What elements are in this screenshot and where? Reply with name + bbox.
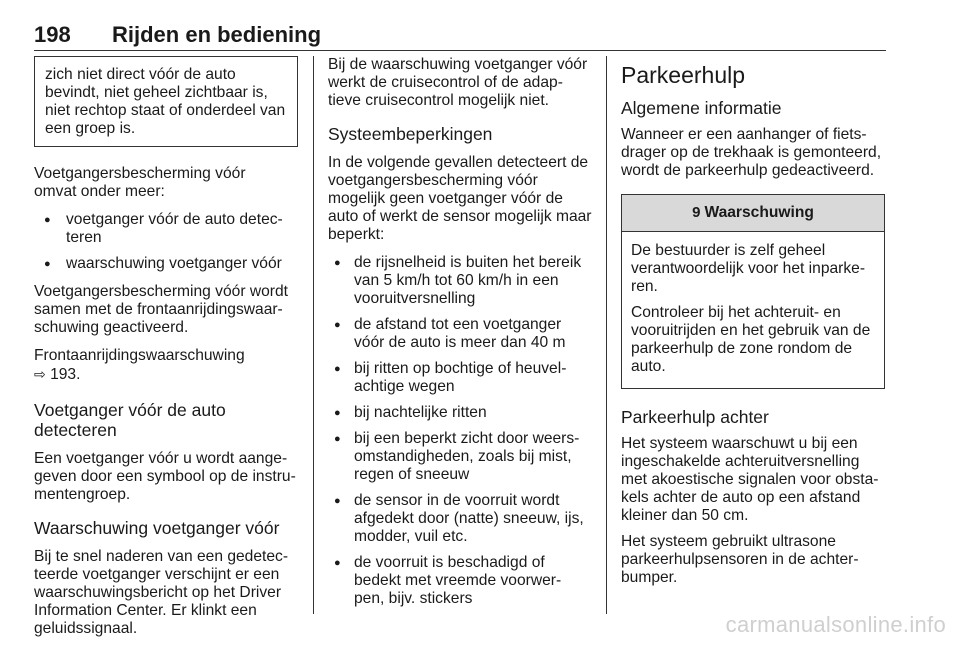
paragraph <box>631 242 876 296</box>
text-line: Wanneer er een aanhanger of fiets- <box>621 126 867 143</box>
column-2 <box>328 56 592 618</box>
text-line: ren. <box>631 278 658 295</box>
list-item <box>328 254 592 308</box>
paragraph <box>34 347 298 384</box>
text-line: voetgangersbescherming vóór <box>328 172 538 189</box>
text-line: beperkt: <box>328 226 385 243</box>
text-line: Voetgangersbescherming vóór wordt <box>34 283 288 300</box>
text-line: Een voetganger vóór u wordt aange- <box>34 450 288 467</box>
text-line: bij nachtelijke ritten <box>354 404 487 421</box>
text-line: de rijsnelheid is buiten het bereik <box>354 254 582 271</box>
text-line: Controleer bij het achteruit- en <box>631 304 841 321</box>
list-item <box>328 492 592 546</box>
text-line: omvat onder meer: <box>34 183 165 200</box>
page-reference[interactable]: 193. <box>45 366 81 383</box>
text-line: wordt de parkeerhulp gedeactiveerd. <box>621 162 875 179</box>
list-item <box>328 316 592 352</box>
text-line: zich niet direct vóór de auto <box>45 66 236 83</box>
text-line: waarschuwingsbericht op het Driver <box>34 584 282 601</box>
text-line: tieve cruisecontrol mogelijk niet. <box>328 92 550 109</box>
text-line: auto of werkt de sensor mogelijk maar <box>328 208 592 225</box>
text-line: auto. <box>631 358 666 375</box>
section-heading: Waarschuwing voetganger vóór <box>34 518 280 538</box>
text-line: parkeerhulp de zone rondom de <box>631 340 853 357</box>
bullet-list <box>328 254 592 608</box>
paragraph <box>34 283 298 337</box>
text-line: De bestuurder is zelf geheel <box>631 242 826 259</box>
list-item <box>328 404 592 422</box>
subsection-heading: Algemene informatie <box>621 98 782 118</box>
text-line: waarschuwing voetganger vóór <box>66 255 282 272</box>
text-line: pen, bijv. stickers <box>354 590 473 607</box>
warning-body <box>622 232 884 388</box>
text-line: vooruitrijden en het gebruik van de <box>631 322 871 339</box>
text-line: bij ritten op bochtige of heuvel- <box>354 360 567 377</box>
text-line: Frontaanrijdingswaarschuwing <box>34 347 245 364</box>
text-line: de afstand tot een voetganger <box>354 316 562 333</box>
text-line: schuwing geactiveerd. <box>34 319 189 336</box>
paragraph <box>328 56 592 110</box>
section-heading <box>34 400 298 440</box>
paragraph <box>621 435 885 525</box>
column-1 <box>34 56 298 648</box>
text-line: bij een beperkt zicht door weers- <box>354 430 580 447</box>
continued-note-box <box>34 56 298 147</box>
chapter-title: Rijden en bediening <box>112 22 322 47</box>
page-number: 198 <box>34 22 71 47</box>
paragraph <box>621 533 885 587</box>
text-line: omstandigheden, zoals bij mist, <box>354 448 572 465</box>
text-line: ingeschakelde achteruitversnelling <box>621 453 860 470</box>
list-item <box>328 554 592 608</box>
text-line: verantwoordelijk voor het inparke- <box>631 260 866 277</box>
column-divider <box>606 56 607 614</box>
paragraph <box>328 154 592 244</box>
text-line: de voorruit is beschadigd of <box>354 554 545 571</box>
text-line: Het systeem waarschuwt u bij een <box>621 435 858 452</box>
text-line: mogelijk geen voetganger vóór de <box>328 190 563 207</box>
text-line: achtige wegen <box>354 378 455 395</box>
text-line: werkt de cruisecontrol of de adap- <box>328 74 563 91</box>
text-line: met akoestische signalen voor obsta- <box>621 471 879 488</box>
text-line: van 5 km/h tot 60 km/h in een <box>354 272 559 289</box>
text-line: niet rechtop staat of onderdeel van <box>45 102 286 119</box>
text-line: In de volgende gevallen detecteert de <box>328 154 589 171</box>
list-item <box>34 211 298 247</box>
warning-title: Waarschuwing <box>704 204 814 221</box>
column-divider <box>313 56 314 614</box>
page-reference-arrow-icon: ⇨ <box>34 366 46 382</box>
text-line: vooruitversnelling <box>354 290 476 307</box>
text-line: vóór de auto is meer dan 40 m <box>354 334 566 351</box>
warning-triangle-icon: 9 <box>692 204 701 221</box>
list-item <box>328 360 592 396</box>
text-line: Voetganger vóór de auto <box>34 400 226 420</box>
text-line: regen of sneeuw <box>354 466 470 483</box>
page-header <box>34 22 886 51</box>
text-line: geluidssignaal. <box>34 620 138 637</box>
text-line: bevindt, niet geheel zichtbaar is, <box>45 84 268 101</box>
text-line: Bij te snel naderen van een gedetec- <box>34 548 289 565</box>
chapter-heading: Parkeerhulp <box>621 62 746 88</box>
column-3 <box>621 56 885 597</box>
text-line: voetganger vóór de auto detec- <box>66 211 283 228</box>
text-line: drager op de trekhaak is gemonteerd, <box>621 144 882 161</box>
list-item <box>34 255 298 273</box>
text-line: teren <box>66 229 102 246</box>
paragraph <box>621 126 885 180</box>
subsection-heading: Parkeerhulp achter <box>621 407 769 427</box>
bullet-list <box>34 211 298 273</box>
text-line: detecteren <box>34 420 117 440</box>
text-line: mentengroep. <box>34 486 131 503</box>
text-line: geven door een symbool op de instru- <box>34 468 296 485</box>
text-line: afgedekt door (natte) sneeuw, ijs, <box>354 510 584 527</box>
text-line: kels achter de auto op een afstand <box>621 489 861 506</box>
warning-box <box>621 194 885 389</box>
text-line: Voetgangersbescherming vóór <box>34 165 246 182</box>
paragraph <box>631 304 876 376</box>
text-line: Het systeem gebruikt ultrasone <box>621 533 836 550</box>
text-line: modder, vuil etc. <box>354 528 468 545</box>
paragraph <box>34 548 298 638</box>
text-line: samen met de frontaanrijdingswaar- <box>34 301 283 318</box>
text-line: bumper. <box>621 569 678 586</box>
text-line: Information Center. Er klinkt een <box>34 602 257 619</box>
text-line: kleiner dan 50 cm. <box>621 507 749 524</box>
text-line: de sensor in de voorruit wordt <box>354 492 560 509</box>
section-heading: Systeembeperkingen <box>328 124 493 144</box>
warning-header <box>622 195 884 232</box>
site-watermark: carmanualsonline.info <box>725 612 946 637</box>
text-line: parkeerhulpsensoren in de achter- <box>621 551 859 568</box>
text-line: teerde voetganger verschijnt er een <box>34 566 280 583</box>
text-line: Bij de waarschuwing voetganger vóór <box>328 56 588 73</box>
paragraph <box>34 165 298 201</box>
text-line: een groep is. <box>45 120 136 137</box>
text-line: bedekt met vreemde voorwer- <box>354 572 562 589</box>
paragraph <box>34 450 298 504</box>
list-item <box>328 430 592 484</box>
